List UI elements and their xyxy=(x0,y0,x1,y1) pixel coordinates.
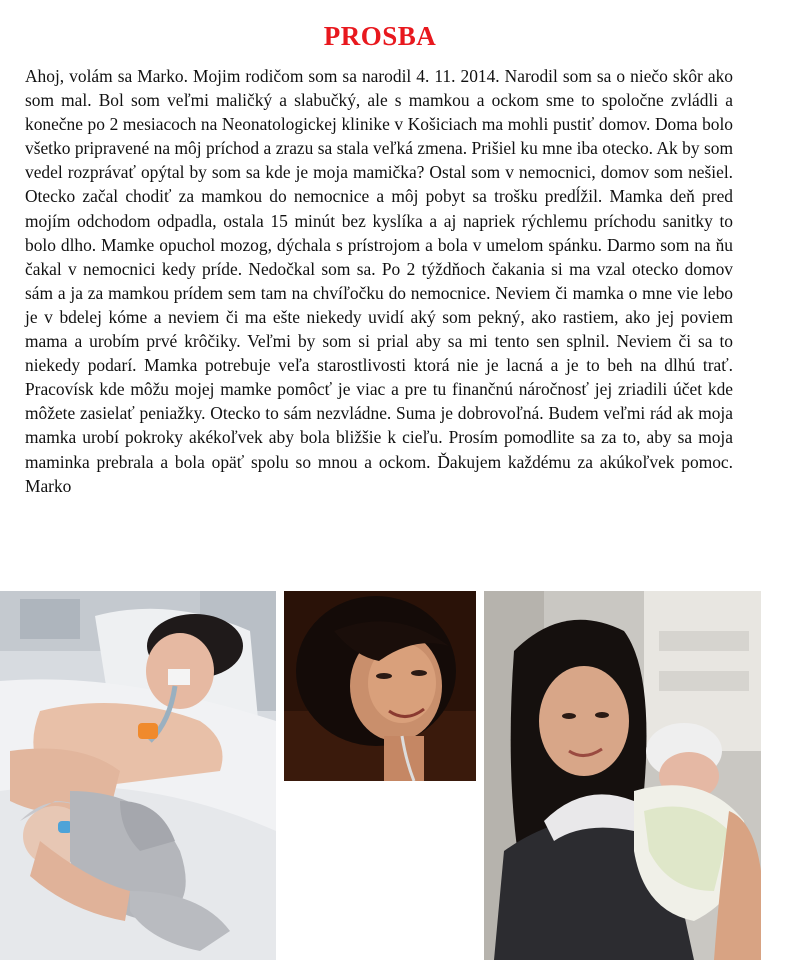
photo-mother-portrait xyxy=(284,591,476,781)
photo-mother-holding-newborn xyxy=(484,591,761,960)
page-title: PROSBA xyxy=(323,21,437,52)
letter-text: Ahoj, volám sa Marko. Mojim rodičom som sa narodil 4. 11. 2014. Narodil som sa o niečo skôr ako som mal. Bol som veľmi maličký a slabučký, ale s mamkou a ockom sme to spoločne zvládli a konečne po 2 mesiacoch na Neonatologickej klinike v Košiciach ma mohli pustiť domov. Doma bolo všetko pripravené na môj príchod a zrazu sa stala veľká zmena. Prišiel ku mne iba otecko. Ak by som vedel rozprávať opýtal by som sa kde je moja mamička? Ostal som v nemocnici, domov som nešiel. Otecko začal chodiť za mamkou do nemocnice a môj pobyt sa trošku predĺžil. Mamka deň pred mojím odchodom odpadla, ostala 15 minút bez kyslíka a aj napriek rýchlemu príchodu sanitky to bolo dlho. Mamke opuchol mozog, dýchala s prístrojom a bola v umelom spánku. Darmo som na ňu čakal v nemocnici kedy príde. Nedočkal som sa. Po 2 týždňoch čakania si ma vzal otecko domov sám a ja za mamkou prídem sem tam na chvíľočku do nemocnice. Neviem či mamka o mne vie lebo je v bdelej kóme a neviem či ma ešte niekedy uvidí aký som pekný, ako rastiem, ako jej poviem mama a urobím prvé krôčiky. Veľmi by som si prial aby sa mi tento sen splnil. Neviem či sa to niekedy podarí. Mamka potrebuje veľa starostlivosti ktorá nie je lacná a je to beh na dlhú trať. Pracovísk kde môžu mojej mamke pomôcť je viac a pre tu finančnú náročnosť jej zriadili účet kde môžete zasielať peniažky. Otecko to sám nezvládne. Suma je dobrovoľná. Budem veľmi rád ak moja mamka urobí pokroky akékoľvek aby bola bližšie k cieľu. Prosím pomodlite sa za to, aby sa moja maminka prebrala a bola opäť spolu so mnou a ockom. Ďakujem každému za akúkoľvek pomoc. Marko xyxy=(25,66,733,496)
photo-mother-in-hospital-bed-with-baby xyxy=(0,591,276,960)
